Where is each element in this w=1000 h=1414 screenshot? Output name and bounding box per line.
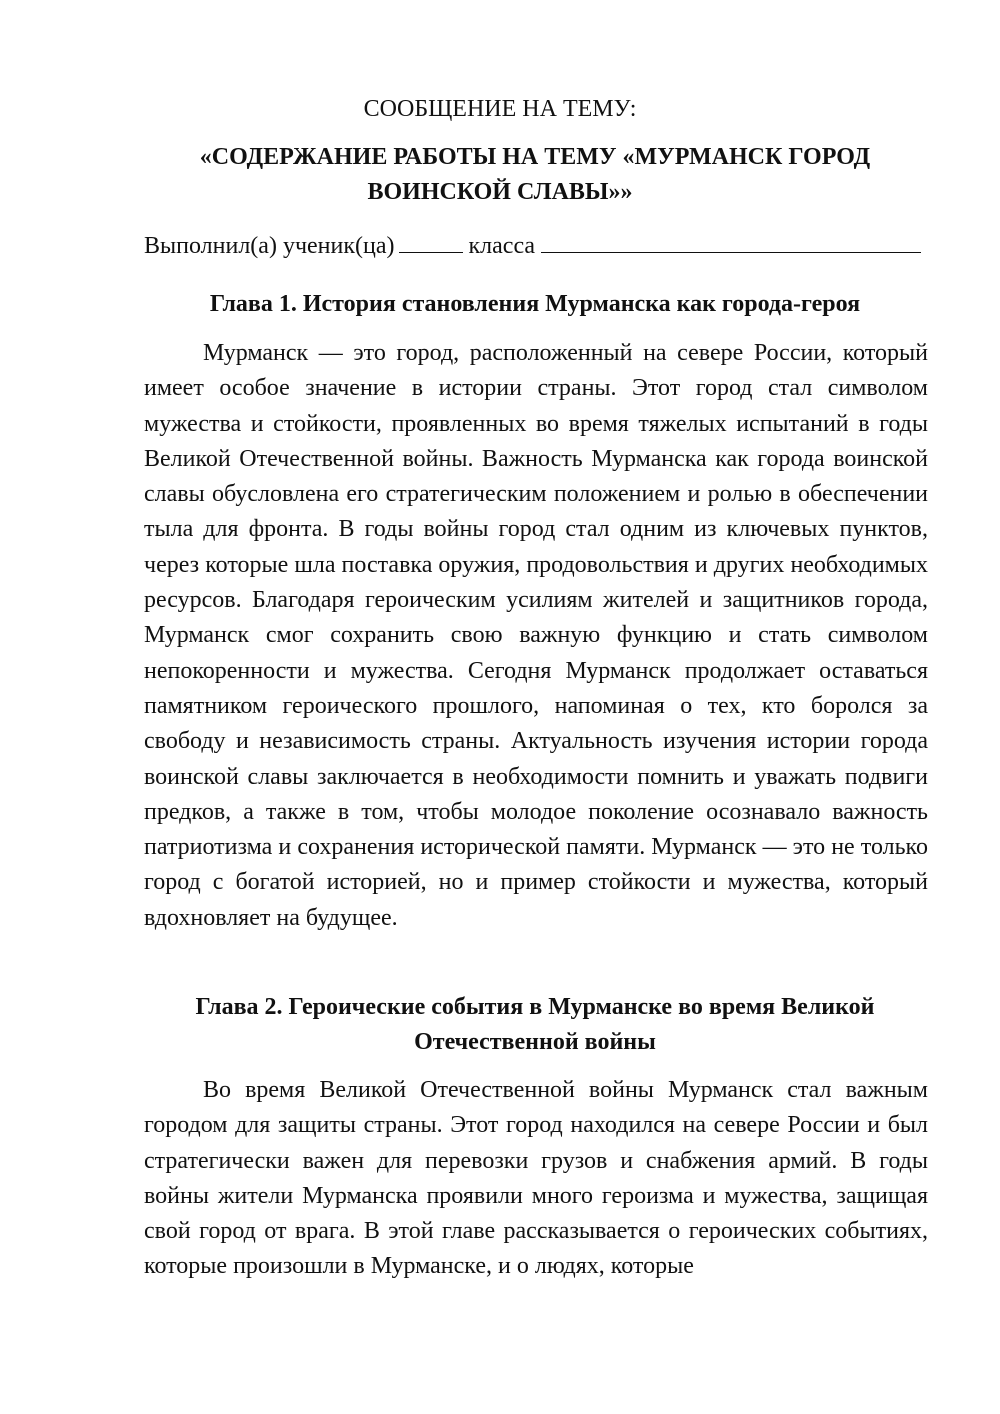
student-info-line	[144, 230, 921, 262]
document-title-line-2: «СОДЕРЖАНИЕ РАБОТЫ НА ТЕМУ «МУРМАНСК ГОРОД	[199, 144, 871, 170]
chapter-2-heading: Глава 2. Героические события в Мурманске во время Великой Отечественной войны	[195, 994, 875, 1055]
chapter-1-heading: Глава 1. История становления Мурманска как города-героя	[209, 291, 861, 317]
class-number-blank	[399, 230, 463, 253]
class-label: класса	[468, 233, 536, 259]
student-prefix: Выполнил(а) ученик(ца)	[144, 233, 395, 259]
document-title-line-3: ВОИНСКОЙ СЛАВЫ»»	[367, 179, 633, 205]
chapter-2-paragraph: Во время Великой Отечественной войны Мурманск стал важным городом для защиты страны. Этот город находился на севере России и был стратегически важен для перевозки грузов и снабжения армий. В годы войны жители Мурманска проявили много героизма и мужества, защищая свой город от врага. В этой главе рассказывается о героических событиях, которые произошли в Мурманске, и о людях, которые	[144, 1077, 928, 1280]
student-name-blank	[541, 230, 921, 253]
chapter-1-paragraph: Мурманск — это город, расположенный на севере России, который имеет особое значение в истории страны. Этот город стал символом мужества и стойкости, проявленных во время тяжелых испытаний в годы Великой Отечественной войны. Важность Мурманска как города воинской славы обусловлена его стратегическим положением и ролью в обеспечении тыла для фронта. В годы войны город стал одним из ключевых пунктов, через которые шла поставка оружия, продовольствия и других необходимых ресурсов. Благодаря героическим усилиям жителей и защитников города, Мурманск смог сохранить свою важную функцию и стать символом непокоренности и мужества. Сегодня Мурманск продолжает оставаться памятником героического прошлого, напоминая о тех, кто боролся за свободу и независимость страны. Актуальность изучения истории города воинской славы заключается в необходимости помнить и уважать подвиги предков, а также в том, чтобы молодое поколение осознавало важность патриотизма и сохранения исторической памяти. Мурманск — это не только город с богатой историей, но и пример стойкости и мужества, который вдохновляет на будущее.	[144, 340, 928, 931]
document-title-line-1: СООБЩЕНИЕ НА ТЕМУ:	[363, 96, 637, 122]
